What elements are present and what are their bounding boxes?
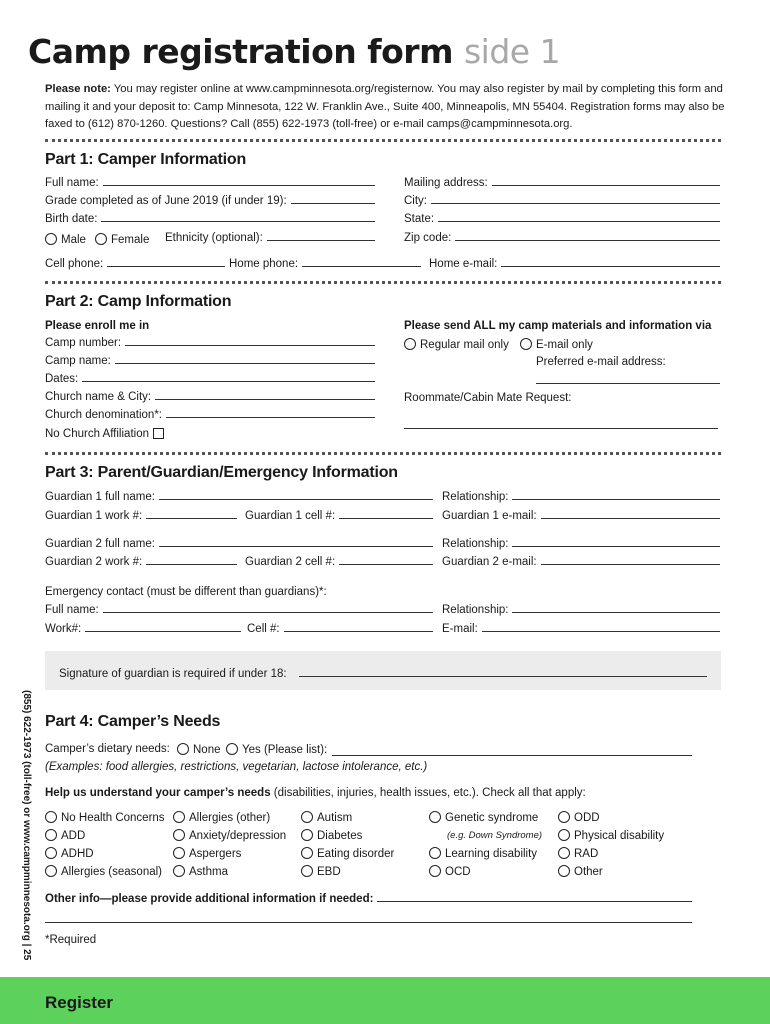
divider xyxy=(45,452,721,455)
need-label: Anxiety/depression xyxy=(189,830,287,842)
need-option[interactable] xyxy=(429,811,538,824)
full-name-line[interactable] xyxy=(103,185,375,186)
home-phone-field[interactable] xyxy=(229,258,421,270)
need-label: OCD xyxy=(445,866,471,878)
need-radio[interactable] xyxy=(173,811,185,823)
emergency-cell-label: Cell #: xyxy=(247,623,280,635)
male-radio[interactable] xyxy=(45,233,57,245)
signature-line[interactable] xyxy=(299,676,707,677)
need-label: Eating disorder xyxy=(317,848,395,860)
grade-line[interactable] xyxy=(291,203,375,204)
need-option[interactable] xyxy=(173,811,270,824)
dietary-examples: (Examples: food allergies, restrictions, vegetarian, lactose intolerance, etc.) xyxy=(45,761,428,773)
dietary-none-label: None xyxy=(193,744,221,756)
emergency-name-line[interactable] xyxy=(103,612,433,613)
guardian1-relationship-field[interactable] xyxy=(442,491,720,503)
need-radio[interactable] xyxy=(558,847,570,859)
camp-number-label: Camp number: xyxy=(45,337,122,349)
title-side: side 1 xyxy=(463,32,561,71)
need-radio[interactable] xyxy=(173,829,185,841)
mailing-address-line[interactable] xyxy=(492,185,720,186)
state-line[interactable] xyxy=(438,221,720,222)
female-label: Female xyxy=(111,234,150,246)
camp-name-label: Camp name: xyxy=(45,355,111,367)
emergency-relationship-label: Relationship: xyxy=(442,604,509,616)
emergency-relationship-field[interactable] xyxy=(442,604,720,616)
guardian1-name-label: Guardian 1 full name: xyxy=(45,491,155,503)
need-radio[interactable] xyxy=(429,865,441,877)
footer-bar xyxy=(0,977,770,1024)
need-option[interactable] xyxy=(301,829,362,842)
need-option[interactable] xyxy=(558,811,600,824)
signature-label: Signature of guardian is required if under 18: xyxy=(59,668,287,680)
camp-number-field[interactable] xyxy=(45,337,375,349)
guardian2-work-line[interactable] xyxy=(146,564,237,565)
sidebar-contact: (855) 622-1973 (toll-free) or www.campminnesota.org | 25 xyxy=(21,690,32,961)
need-label: No Health Concerns xyxy=(61,812,165,824)
signature-field[interactable] xyxy=(59,668,707,680)
divider xyxy=(45,281,721,284)
guardian1-work-field[interactable] xyxy=(45,510,237,522)
need-option[interactable] xyxy=(558,865,603,878)
need-radio[interactable] xyxy=(558,811,570,823)
need-label: ADHD xyxy=(61,848,94,860)
zip-line[interactable] xyxy=(455,240,720,241)
emergency-name-label: Full name: xyxy=(45,604,99,616)
need-label: Allergies (seasonal) xyxy=(61,866,162,878)
cell-phone-label: Cell phone: xyxy=(45,258,104,270)
guardian1-cell-line[interactable] xyxy=(339,518,433,519)
church-name-field[interactable] xyxy=(45,391,375,403)
need-radio[interactable] xyxy=(173,865,185,877)
emergency-cell-field[interactable] xyxy=(247,623,433,635)
footer-label: Register xyxy=(45,993,114,1012)
guardian2-cell-label: Guardian 2 cell #: xyxy=(245,556,336,568)
guardian2-cell-field[interactable] xyxy=(245,556,433,568)
guardian2-email-field[interactable] xyxy=(442,556,720,568)
need-label: RAD xyxy=(574,848,599,860)
guardian1-name-field[interactable] xyxy=(45,491,433,503)
need-radio[interactable] xyxy=(429,847,441,859)
email-only-option[interactable] xyxy=(520,338,593,351)
need-option[interactable] xyxy=(45,829,85,842)
church-denomination-line[interactable] xyxy=(166,417,375,418)
need-label: ODD xyxy=(574,812,600,824)
guardian2-name-field[interactable] xyxy=(45,538,433,550)
full-name-field[interactable] xyxy=(45,177,375,189)
need-label: EBD xyxy=(317,866,341,878)
mailing-address-field[interactable] xyxy=(404,177,720,189)
other-info-label: Other info—please provide additional information if needed: xyxy=(45,893,374,905)
dietary-yes-radio[interactable] xyxy=(226,743,238,755)
need-radio[interactable] xyxy=(301,829,313,841)
guardian2-cell-line[interactable] xyxy=(339,564,433,565)
need-label: Genetic syndrome xyxy=(445,812,539,824)
need-radio[interactable] xyxy=(558,829,570,841)
need-radio[interactable] xyxy=(45,829,57,841)
emergency-cell-line[interactable] xyxy=(284,631,433,632)
grade-field[interactable] xyxy=(45,195,375,207)
need-option[interactable] xyxy=(45,865,162,878)
email-only-label: E-mail only xyxy=(536,339,593,351)
divider xyxy=(45,139,721,142)
guardian1-relationship-label: Relationship: xyxy=(442,491,509,503)
grade-label: Grade completed as of June 2019 (if under 19): xyxy=(45,195,287,207)
roommate-line[interactable] xyxy=(404,428,718,429)
church-denomination-field[interactable] xyxy=(45,409,375,421)
need-label: Asthma xyxy=(189,866,228,878)
guardian1-work-label: Guardian 1 work #: xyxy=(45,510,143,522)
guardian2-name-label: Guardian 2 full name: xyxy=(45,538,155,550)
emergency-work-label: Work#: xyxy=(45,623,82,635)
male-option[interactable] xyxy=(45,233,86,246)
need-radio[interactable] xyxy=(429,811,441,823)
regular-mail-radio[interactable] xyxy=(404,338,416,350)
male-label: Male xyxy=(61,234,86,246)
emergency-name-field[interactable] xyxy=(45,604,433,616)
guardian1-email-label: Guardian 1 e-mail: xyxy=(442,510,537,522)
preferred-email-label: Preferred e-mail address: xyxy=(536,356,666,368)
emergency-email-line[interactable] xyxy=(482,631,720,632)
dietary-yes-label: Yes (Please list): xyxy=(242,744,328,756)
guardian2-relationship-field[interactable] xyxy=(442,538,720,550)
part2-heading: Part 2: Camp Information xyxy=(45,293,232,310)
regular-mail-label: Regular mail only xyxy=(420,339,509,351)
state-label: State: xyxy=(404,213,435,225)
need-option[interactable] xyxy=(301,847,394,860)
ethnicity-line[interactable] xyxy=(267,240,375,241)
intro-label: Please note: xyxy=(45,83,111,95)
need-option[interactable] xyxy=(301,811,352,824)
birth-date-line[interactable] xyxy=(101,221,375,222)
guardian1-cell-field[interactable] xyxy=(245,510,433,522)
female-option[interactable] xyxy=(95,233,149,246)
cell-phone-field[interactable] xyxy=(45,258,225,270)
emergency-work-line[interactable] xyxy=(85,631,241,632)
home-email-line[interactable] xyxy=(501,266,720,267)
need-option[interactable] xyxy=(45,847,94,860)
help-bold: Help us understand your camper’s needs xyxy=(45,787,271,799)
regular-mail-option[interactable] xyxy=(404,338,509,351)
guardian2-name-line[interactable] xyxy=(159,546,433,547)
enroll-label: Please enroll me in xyxy=(45,320,150,332)
birth-date-field[interactable] xyxy=(45,213,375,225)
need-label: Aspergers xyxy=(189,848,242,860)
roommate-label: Roommate/Cabin Mate Request: xyxy=(404,392,572,404)
dates-label: Dates: xyxy=(45,373,79,385)
need-label: Other xyxy=(574,866,603,878)
guardian1-email-line[interactable] xyxy=(541,518,720,519)
need-radio[interactable] xyxy=(558,865,570,877)
emergency-label: Emergency contact (must be different than guardians)*: xyxy=(45,586,327,598)
part3-heading: Part 3: Parent/Guardian/Emergency Information xyxy=(45,464,398,481)
need-option[interactable] xyxy=(429,865,471,878)
email-only-radio[interactable] xyxy=(520,338,532,350)
need-radio[interactable] xyxy=(45,811,57,823)
church-name-line[interactable] xyxy=(155,399,375,400)
birth-date-label: Birth date: xyxy=(45,213,98,225)
guardian1-work-line[interactable] xyxy=(146,518,237,519)
need-option[interactable] xyxy=(558,847,598,860)
part1-heading: Part 1: Camper Information xyxy=(45,151,247,168)
no-church-checkbox[interactable] xyxy=(153,428,164,439)
emergency-relationship-line[interactable] xyxy=(512,612,720,613)
help-rest: (disabilities, injuries, health issues, etc.). Check all that apply: xyxy=(270,787,586,799)
need-radio[interactable] xyxy=(45,865,57,877)
need-label: Diabetes xyxy=(317,830,363,842)
need-option[interactable] xyxy=(45,811,165,824)
guardian1-relationship-line[interactable] xyxy=(512,499,720,500)
emergency-email-field[interactable] xyxy=(442,623,720,635)
genetic-note: (e.g. Down Syndrome) xyxy=(447,830,543,841)
need-radio[interactable] xyxy=(301,811,313,823)
camp-name-line[interactable] xyxy=(115,363,375,364)
home-phone-line[interactable] xyxy=(302,266,421,267)
need-label: Allergies (other) xyxy=(189,812,271,824)
help-text xyxy=(45,787,586,799)
home-phone-label: Home phone: xyxy=(229,258,299,270)
need-radio[interactable] xyxy=(173,847,185,859)
city-label: City: xyxy=(404,195,427,207)
emergency-work-field[interactable] xyxy=(45,623,241,635)
guardian1-name-line[interactable] xyxy=(159,499,433,500)
guardian2-work-label: Guardian 2 work #: xyxy=(45,556,143,568)
page-title xyxy=(28,32,560,71)
need-label: ADD xyxy=(61,830,86,842)
other-info-field[interactable] xyxy=(45,893,692,905)
dates-field[interactable] xyxy=(45,373,375,385)
need-option[interactable] xyxy=(173,847,241,860)
zip-label: Zip code: xyxy=(404,232,452,244)
dietary-line[interactable] xyxy=(332,755,692,756)
ethnicity-field[interactable] xyxy=(165,232,375,244)
cell-phone-line[interactable] xyxy=(107,266,225,267)
city-line[interactable] xyxy=(431,203,720,204)
city-field[interactable] xyxy=(404,195,720,207)
need-option[interactable] xyxy=(558,829,664,842)
emergency-email-label: E-mail: xyxy=(442,623,478,635)
camp-number-line[interactable] xyxy=(125,345,375,346)
state-field[interactable] xyxy=(404,213,720,225)
guardian2-relationship-line[interactable] xyxy=(512,546,720,547)
need-option[interactable] xyxy=(301,865,341,878)
no-church-option[interactable] xyxy=(45,428,164,440)
send-materials-label: Please send ALL my camp materials and information via xyxy=(404,320,712,332)
ethnicity-label: Ethnicity (optional): xyxy=(165,232,263,244)
mailing-address-label: Mailing address: xyxy=(404,177,488,189)
other-info-line-2[interactable] xyxy=(45,922,692,923)
intro-text: You may register online at www.campminnesota.org/registernow. You may also register by mail by completing this form and mailing it and your deposit to: Camp Minnesota, 122 W. Franklin Ave., Suite 400, Minneapolis, MN 55404. Registration forms may also be faxed to (612) 870-1260. Questions? Call (855) 622-1973 (toll-free) or e-mail camps@campminnesota.org. xyxy=(45,83,725,130)
guardian2-work-field[interactable] xyxy=(45,556,237,568)
female-radio[interactable] xyxy=(95,233,107,245)
need-radio[interactable] xyxy=(301,847,313,859)
guardian1-email-field[interactable] xyxy=(442,510,720,522)
required-note: *Required xyxy=(45,934,97,946)
zip-field[interactable] xyxy=(404,232,720,244)
guardian2-relationship-label: Relationship: xyxy=(442,538,509,550)
other-info-line[interactable] xyxy=(377,901,692,902)
guardian1-cell-label: Guardian 1 cell #: xyxy=(245,510,336,522)
intro-note xyxy=(45,81,725,134)
guardian2-email-label: Guardian 2 e-mail: xyxy=(442,556,537,568)
church-denomination-label: Church denomination*: xyxy=(45,409,162,421)
need-option[interactable] xyxy=(429,847,537,860)
part4-heading: Part 4: Camper’s Needs xyxy=(45,713,221,730)
need-option[interactable] xyxy=(173,865,228,878)
dietary-none-option[interactable] xyxy=(177,743,221,756)
church-name-label: Church name & City: xyxy=(45,391,152,403)
home-email-label: Home e-mail: xyxy=(429,258,498,270)
dietary-none-radio[interactable] xyxy=(177,743,189,755)
need-radio[interactable] xyxy=(301,865,313,877)
camp-name-field[interactable] xyxy=(45,355,375,367)
need-label: Learning disability xyxy=(445,848,538,860)
dates-line[interactable] xyxy=(82,381,375,382)
need-radio[interactable] xyxy=(45,847,57,859)
need-label: Physical disability xyxy=(574,830,665,842)
home-email-field[interactable] xyxy=(429,258,720,270)
guardian2-email-line[interactable] xyxy=(541,564,720,565)
need-label: Autism xyxy=(317,812,353,824)
preferred-email-line[interactable] xyxy=(536,383,720,384)
title-main: Camp registration form xyxy=(28,32,453,71)
dietary-yes-option[interactable] xyxy=(226,743,327,756)
dietary-label: Camper’s dietary needs: xyxy=(45,743,170,755)
no-church-label: No Church Affiliation xyxy=(45,428,149,440)
full-name-label: Full name: xyxy=(45,177,99,189)
need-option[interactable] xyxy=(173,829,286,842)
